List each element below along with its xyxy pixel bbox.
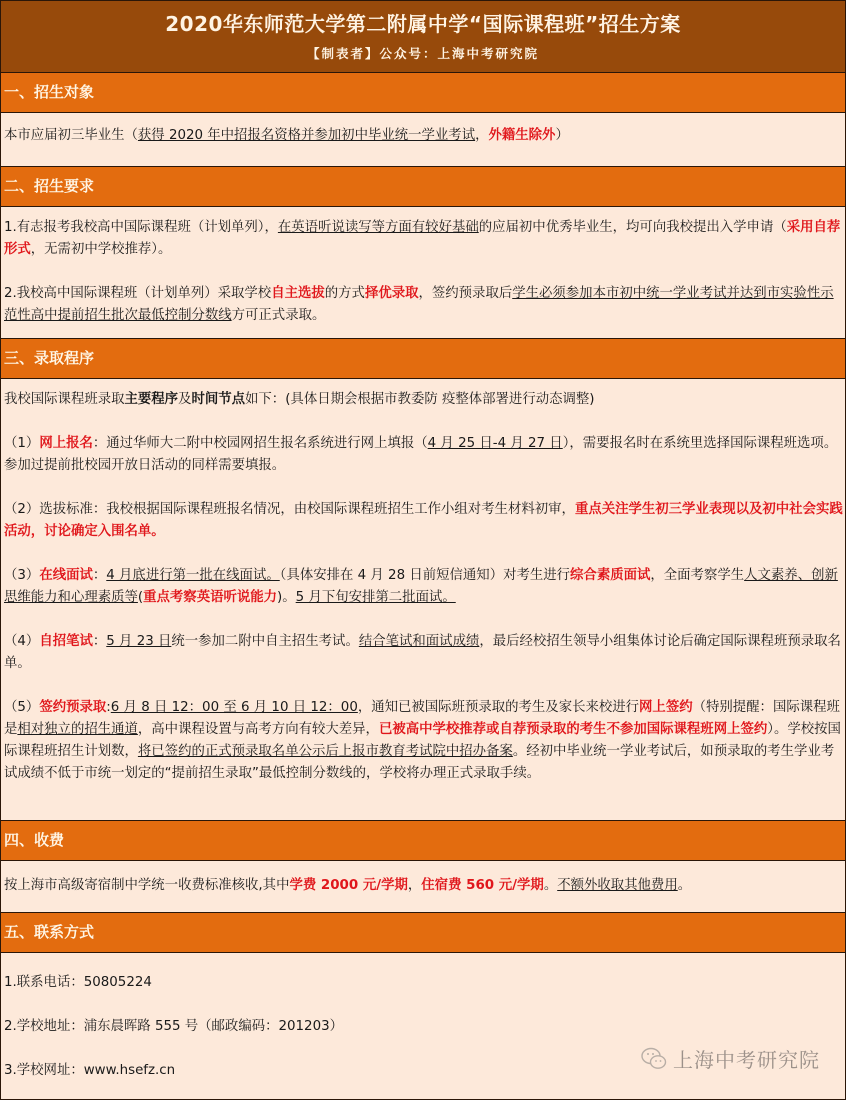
- section-header-requirements: 二、招生要求: [1, 166, 845, 207]
- section-body-fees: [1, 861, 845, 912]
- text: 按上海市高级寄宿制中学统一收费标准核收,其中: [4, 878, 290, 893]
- text: ）。学校按国际课程班招生计划数，: [4, 722, 841, 759]
- underlined-text: 结合笔试和面试成绩: [358, 634, 480, 649]
- text: (: [137, 590, 144, 605]
- text: 方可正式录取。: [231, 308, 326, 323]
- tuition-fee: 学费 2000 元/学期: [289, 878, 408, 893]
- procedure-step-3: [4, 565, 843, 609]
- text: :: [106, 700, 111, 715]
- contact-address: 2.学校地址：浦东晨晖路 555 号（邮政编码：201203）: [4, 1019, 343, 1034]
- underlined-text: 不额外收取其他费用: [557, 878, 678, 893]
- underlined-text: 在英语听说读写等方面有较好基础: [277, 220, 479, 235]
- section-header-target: 一、招生对象: [1, 73, 845, 113]
- text: （1）: [4, 436, 40, 451]
- highlight-text: 自主选拔: [271, 286, 325, 301]
- text: ，: [407, 878, 422, 893]
- underlined-text: 4 月底进行第一批在线面试。: [106, 568, 280, 583]
- highlight-text: 重点关注学生初三学业表现以及初中社会实践活动，讨论确定入围名单。: [4, 502, 843, 539]
- requirement-2: [4, 283, 843, 327]
- procedure-step-1: [4, 433, 843, 477]
- text: 1.有志报考我校高中国际课程班（计划单列），: [4, 220, 278, 235]
- fee-paragraph: [4, 875, 843, 897]
- text: 本市应届初三毕业生（: [4, 128, 138, 143]
- procedure-step-4: [4, 631, 843, 675]
- watermark: [641, 1044, 820, 1073]
- underlined-date: 5 月 23 日: [106, 634, 172, 649]
- wechat-icon: [641, 1047, 667, 1071]
- highlight-text: 自招笔试: [39, 634, 93, 649]
- text: （5）: [4, 700, 40, 715]
- page-title: 2020华东师范大学第二附属中学“国际课程班”招生方案: [165, 12, 681, 36]
- text: ：: [92, 634, 107, 649]
- highlight-text: 综合素质面试: [570, 568, 651, 583]
- text: ：通过华师大二附中校园网招生报名系统进行网上填报（: [92, 436, 428, 451]
- section-body-procedure: [1, 379, 845, 820]
- text: 及: [178, 392, 192, 407]
- boarding-fee: 住宿费 560 元/学期: [421, 878, 544, 893]
- bold-text: 时间节点: [191, 392, 246, 407]
- procedure-step-2: [4, 499, 843, 543]
- text: （具体安排在 4 月 28 日前短信通知）对考生进行: [279, 568, 571, 583]
- highlight-text: 采用自荐形式: [4, 220, 841, 257]
- text: 的方式: [324, 286, 365, 301]
- highlight-text: 签约预录取: [39, 700, 107, 715]
- procedure-step-5: [4, 697, 843, 785]
- contact-website: 3.学校网址：www.hsefz.cn: [4, 1063, 176, 1078]
- text: ：: [92, 568, 107, 583]
- underlined-date: 4 月 25 日-4 月 27 日: [427, 436, 563, 451]
- highlight-text: 重点考察英语听说能力: [143, 590, 278, 605]
- underlined-text: 相对独立的招生通道: [17, 722, 138, 737]
- section-header-contact: 五、联系方式: [1, 912, 845, 953]
- highlight-text: 已被高中学校推荐或自荐预录取的考生不参加国际课程班网上签约: [378, 722, 768, 737]
- section-header-procedure: 三、录取程序: [1, 338, 845, 379]
- highlight-text: 网上报名: [39, 436, 93, 451]
- highlight-text: 在线面试: [39, 568, 93, 583]
- text: ，无需初中学校推荐）。: [30, 242, 172, 257]
- text: 统一参加二附中自主招生考试。: [171, 634, 359, 649]
- bold-text: 主要程序: [124, 392, 179, 407]
- underlined-text: 获得 2020 年中招报名资格并参加初中毕业统一学业考试: [137, 128, 476, 143]
- target-paragraph: [4, 125, 843, 147]
- highlight-text: 网上签约: [639, 700, 693, 715]
- underlined-text: 将已签约的正式预录取名单公示后上报市教育考试院中招办备案: [137, 744, 513, 759]
- text: 我校国际课程班录取: [4, 392, 125, 407]
- underlined-text: 人文素养、创新思维能力和心理素质等: [4, 568, 838, 605]
- text: （特别提醒：国际课程班是: [4, 700, 840, 737]
- text: （3）: [4, 568, 40, 583]
- section-header-fees: 四、收费: [1, 820, 845, 861]
- text: ，通知已被国际班预录取的考生及家长来校进行: [357, 700, 640, 715]
- text: ），需要报名时在系统里选择国际课程班选项。参加过提前批校园开放日活动的同样需要填报。: [4, 436, 838, 473]
- underlined-date: 6 月 8 日 12：00 至 6 月 10 日 12：00: [110, 700, 358, 715]
- text: 的应届初中优秀毕业生，均可向我校提出入学申请（: [478, 220, 787, 235]
- text: ，高中课程设置与高考方向有较大差异，: [137, 722, 379, 737]
- text: ，最后经校招生领导小组集体讨论后确定国际课程班预录取名单。: [4, 634, 841, 671]
- text: 。: [543, 878, 558, 893]
- page-subtitle: 【制表者】公众号：上海中考研究院: [306, 46, 539, 61]
- watermark-text: 上海中考研究院: [673, 1048, 820, 1072]
- highlight-text: 外籍生除外: [488, 128, 556, 143]
- text: ，签约预录取后: [418, 286, 513, 301]
- text: )。: [277, 590, 296, 605]
- text: ）: [555, 128, 569, 143]
- text: 2.我校高中国际课程班（计划单列）采取学校: [4, 286, 272, 301]
- text: 。: [677, 878, 692, 893]
- text: （4）: [4, 634, 40, 649]
- text: 如下：(具体日期会根据市教委防 疫整体部署进行动态调整): [245, 392, 595, 407]
- section-body-requirements: [1, 207, 845, 338]
- text: （2）选拔标准：我校根据国际课程班报名情况，由校国际课程班招生工作小组对考生材料初审，: [4, 502, 575, 517]
- text: ，: [475, 128, 489, 143]
- section-body-target: [1, 113, 845, 166]
- title-band: [1, 1, 845, 73]
- text: 。经初中毕业统一学业考试后，如预录取的考生学业考试成绩不低于市统一划定的“提前招生录取”最低控制分数线的，学校将办理正式录取手续。: [4, 744, 835, 781]
- underlined-text: 学生必须参加本市初中统一学业考试并达到市实验性示范性高中提前招生批次最低控制分数线: [4, 286, 834, 323]
- requirement-1: [4, 217, 843, 261]
- text: ，全面考察学生: [650, 568, 745, 583]
- procedure-intro: [4, 389, 843, 411]
- highlight-text: 择优录取: [364, 286, 419, 301]
- contact-phone: 1.联系电话：50805224: [4, 975, 152, 990]
- underlined-text: 5 月下旬安排第二批面试。: [295, 590, 456, 605]
